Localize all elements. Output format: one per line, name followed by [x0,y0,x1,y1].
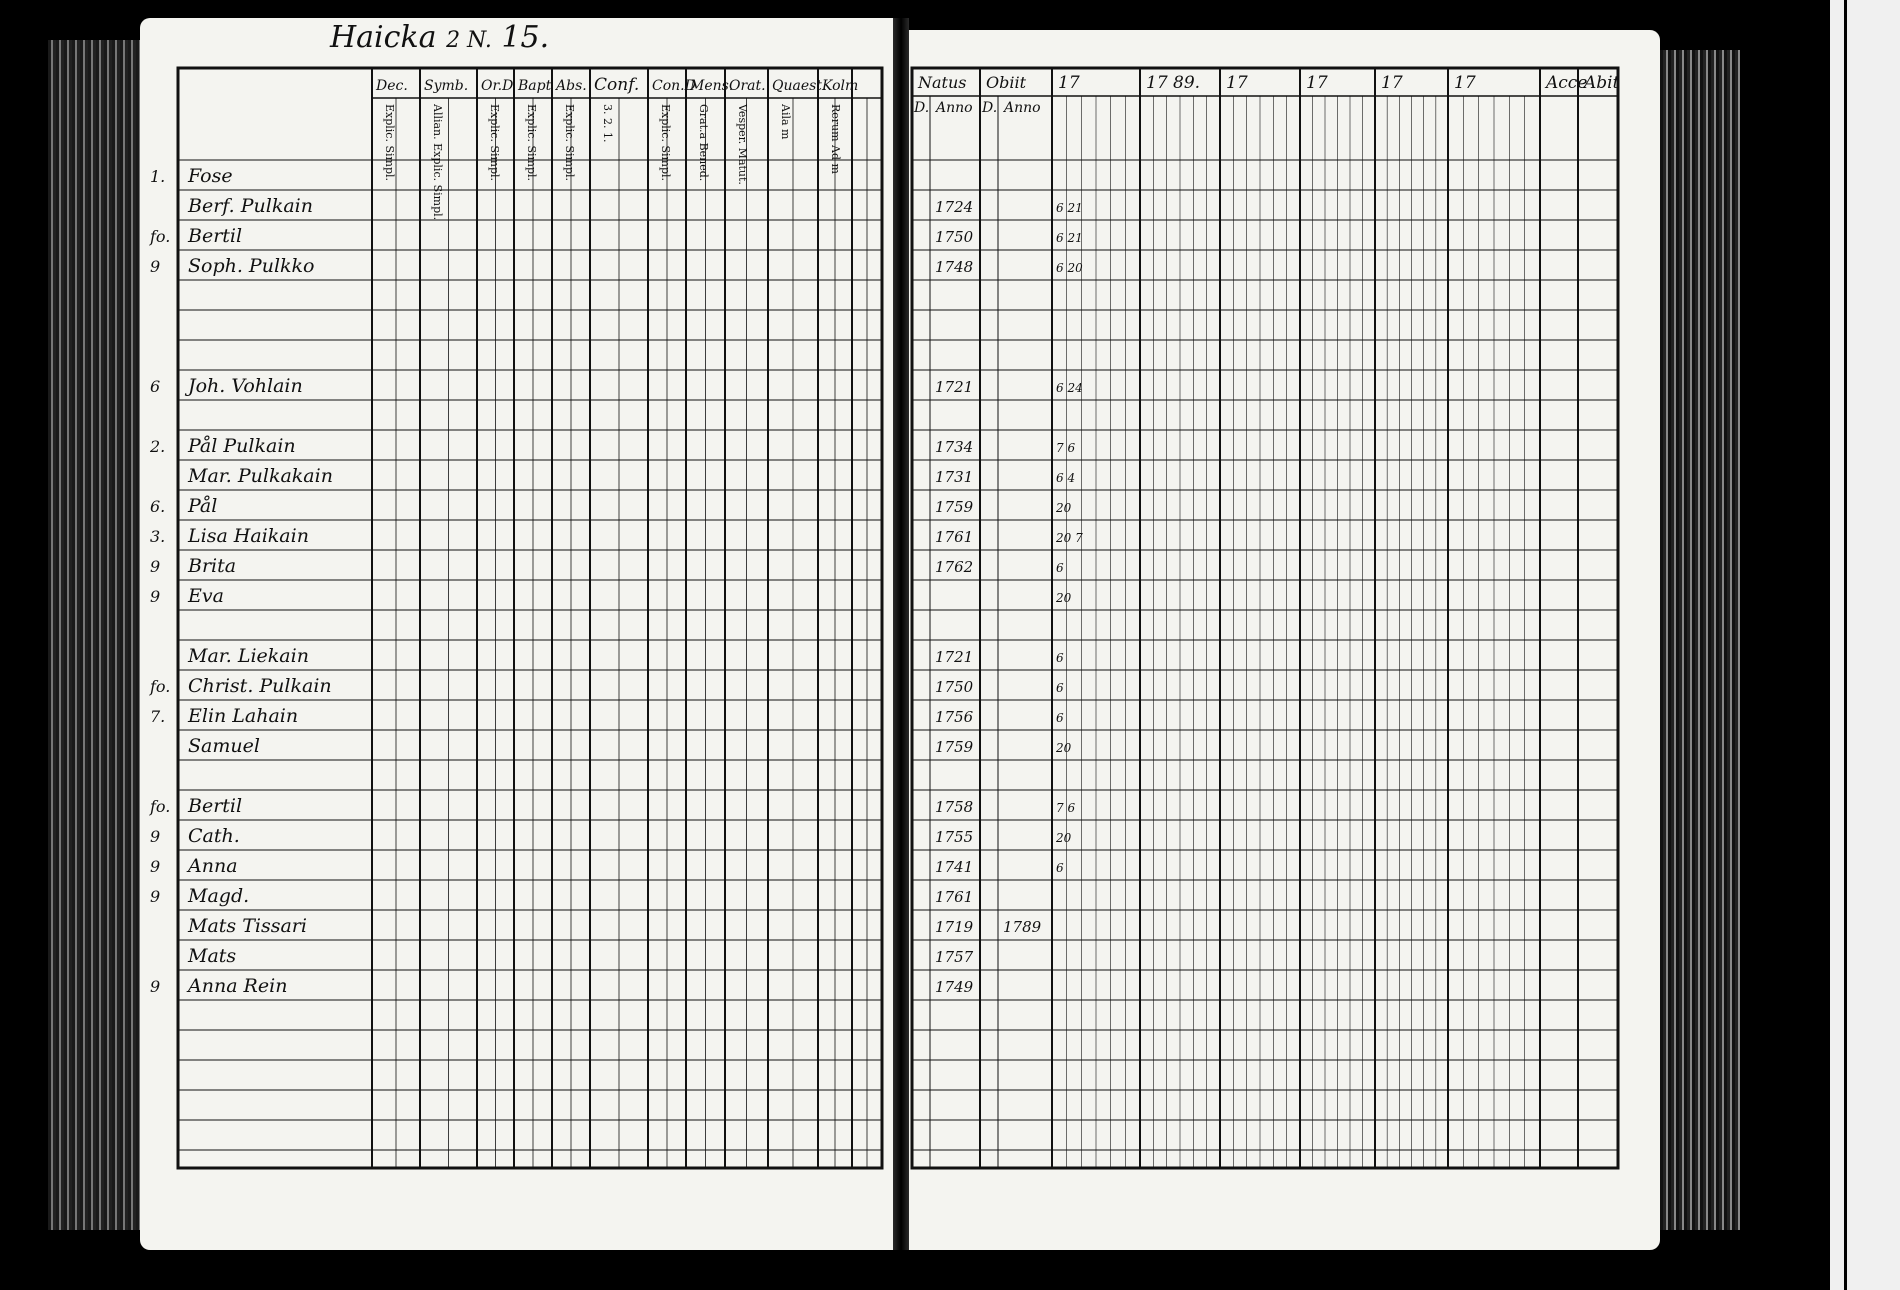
column-header: Abit [1584,73,1620,93]
column-header: Dec. [376,78,408,94]
person-name: Magd. [188,885,250,907]
person-name: Anna [188,855,238,877]
right-table-frame [912,68,1618,1168]
column-header: Kolm [822,78,859,94]
column-subheader: Grat.a Bened. [697,104,710,182]
row-mark: fo. [150,677,171,696]
person-name: Mar. Pulkakain [188,465,333,487]
column-subheader: Aila m [779,104,792,140]
column-header: Con.D [652,78,696,94]
column-header: Orat. [729,78,766,94]
column-header: Or.D [481,78,514,94]
column-subheader: D. [914,100,930,116]
person-name: Brita [188,555,237,577]
column-header: Quaest. [772,78,827,94]
column-header: 17 [1306,73,1328,93]
column-header: Abs. [556,78,587,94]
row-mark: 7. [150,707,166,726]
exam-marks: 20 [1056,591,1072,605]
birth-year: 1731 [935,468,974,486]
birth-year: 1762 [935,558,974,576]
row-mark: 2. [150,437,166,456]
exam-marks: 6 [1056,711,1064,725]
exam-marks: 6 21 [1056,201,1083,215]
person-name: Mar. Liekain [188,645,309,667]
birth-year: 1758 [935,798,974,816]
column-header: Mens. [690,78,734,94]
person-name: Elin Lahain [188,705,299,727]
exam-marks: 7 6 [1056,441,1076,455]
column-header: 17 89. [1146,73,1201,93]
exam-marks: 20 [1056,501,1072,515]
column-header: 17 [1381,73,1403,93]
person-name: Lisa Haikain [188,525,309,547]
row-mark: 9 [150,587,161,606]
exam-marks: 6 4 [1056,471,1076,485]
birth-year: 1741 [935,858,974,876]
column-header: Bapt [518,78,552,94]
person-name: Soph. Pulkko [188,255,315,277]
person-name: Pål [188,495,218,517]
person-name: Eva [188,585,224,607]
exam-marks: 6 20 [1056,261,1083,275]
left-table-frame [178,68,882,1168]
exam-marks: 6 [1056,681,1064,695]
person-name: Bertil [188,795,243,817]
column-subheader: Explic. Simpl. [525,104,538,182]
birth-year: 1759 [935,738,974,756]
person-name: Christ. Pulkain [188,675,332,697]
column-subheader: Anno [936,100,973,116]
column-header: Conf. [594,75,640,95]
exam-marks: 6 [1056,561,1064,575]
row-mark: 6 [150,377,161,396]
row-mark: 9 [150,827,161,846]
birth-year: 1761 [935,528,974,546]
person-name: Fose [188,165,233,187]
birth-year: 1759 [935,498,974,516]
row-mark: 3. [150,527,166,546]
exam-marks: 20 7 [1056,531,1083,545]
column-subheader: Explic. Simpl. [659,104,672,182]
row-mark: 6. [150,497,166,516]
row-mark: 9 [150,257,161,276]
birth-year: 1734 [935,438,974,456]
row-mark: 1. [150,167,166,186]
person-name: Anna Rein [188,975,288,997]
column-header: Acce [1546,73,1588,93]
row-mark: fo. [150,227,171,246]
page-title-number: 15. [501,20,550,55]
birth-year: 1724 [935,198,974,216]
column-subheader: 3. 2. 1. [601,104,614,143]
person-name: Berf. Pulkain [188,195,313,217]
birth-year: 1721 [935,378,974,396]
birth-year: 1756 [935,708,974,726]
column-subheader: Anno [1004,100,1041,116]
birth-year: 1749 [935,978,974,996]
column-subheader: Rerum Ad m [829,104,842,174]
exam-marks: 6 24 [1056,381,1083,395]
person-name: Bertil [188,225,243,247]
page-title-text: Haicka [330,20,437,55]
birth-year: 1761 [935,888,974,906]
person-name: Samuel [188,735,260,757]
column-subheader: Vesper. Matut. [736,104,749,185]
birth-year: 1719 [935,918,974,936]
birth-year: 1750 [935,228,974,246]
column-subheader: Explic. Simpl. [488,104,501,182]
birth-year: 1721 [935,648,974,666]
column-header: 17 [1454,73,1476,93]
exam-marks: 7 6 [1056,801,1076,815]
column-subheader: Explic. Simpl. [563,104,576,182]
person-name: Mats [188,945,237,967]
column-subheader: Explic. Simpl. [383,104,396,182]
person-name: Joh. Vohlain [188,375,303,397]
person-name: Mats Tissari [188,915,307,937]
column-header: Obiit [986,73,1027,92]
birth-year: 1750 [935,678,974,696]
column-subheader: D. [982,100,998,116]
row-mark: 9 [150,857,161,876]
exam-marks: 6 21 [1056,231,1083,245]
column-header: Natus [918,73,967,92]
person-name: Cath. [188,825,240,847]
row-mark: 9 [150,977,161,996]
column-header: Symb. [424,78,469,94]
person-name: Pål Pulkain [188,435,296,457]
column-subheader: Allian. Explic. Simpl. [431,104,444,221]
row-mark: 9 [150,557,161,576]
birth-year: 1755 [935,828,974,846]
birth-year: 1748 [935,258,974,276]
exam-marks: 20 [1056,831,1072,845]
exam-marks: 6 [1056,651,1064,665]
page-title: Haicka 2 N. 15. [330,20,550,55]
column-header: 17 [1058,73,1080,93]
death-year: 1789 [1003,918,1042,936]
birth-year: 1757 [935,948,974,966]
exam-marks: 20 [1056,741,1072,755]
exam-marks: 6 [1056,861,1064,875]
row-mark: 9 [150,887,161,906]
column-header: 17 [1226,73,1248,93]
row-mark: fo. [150,797,171,816]
